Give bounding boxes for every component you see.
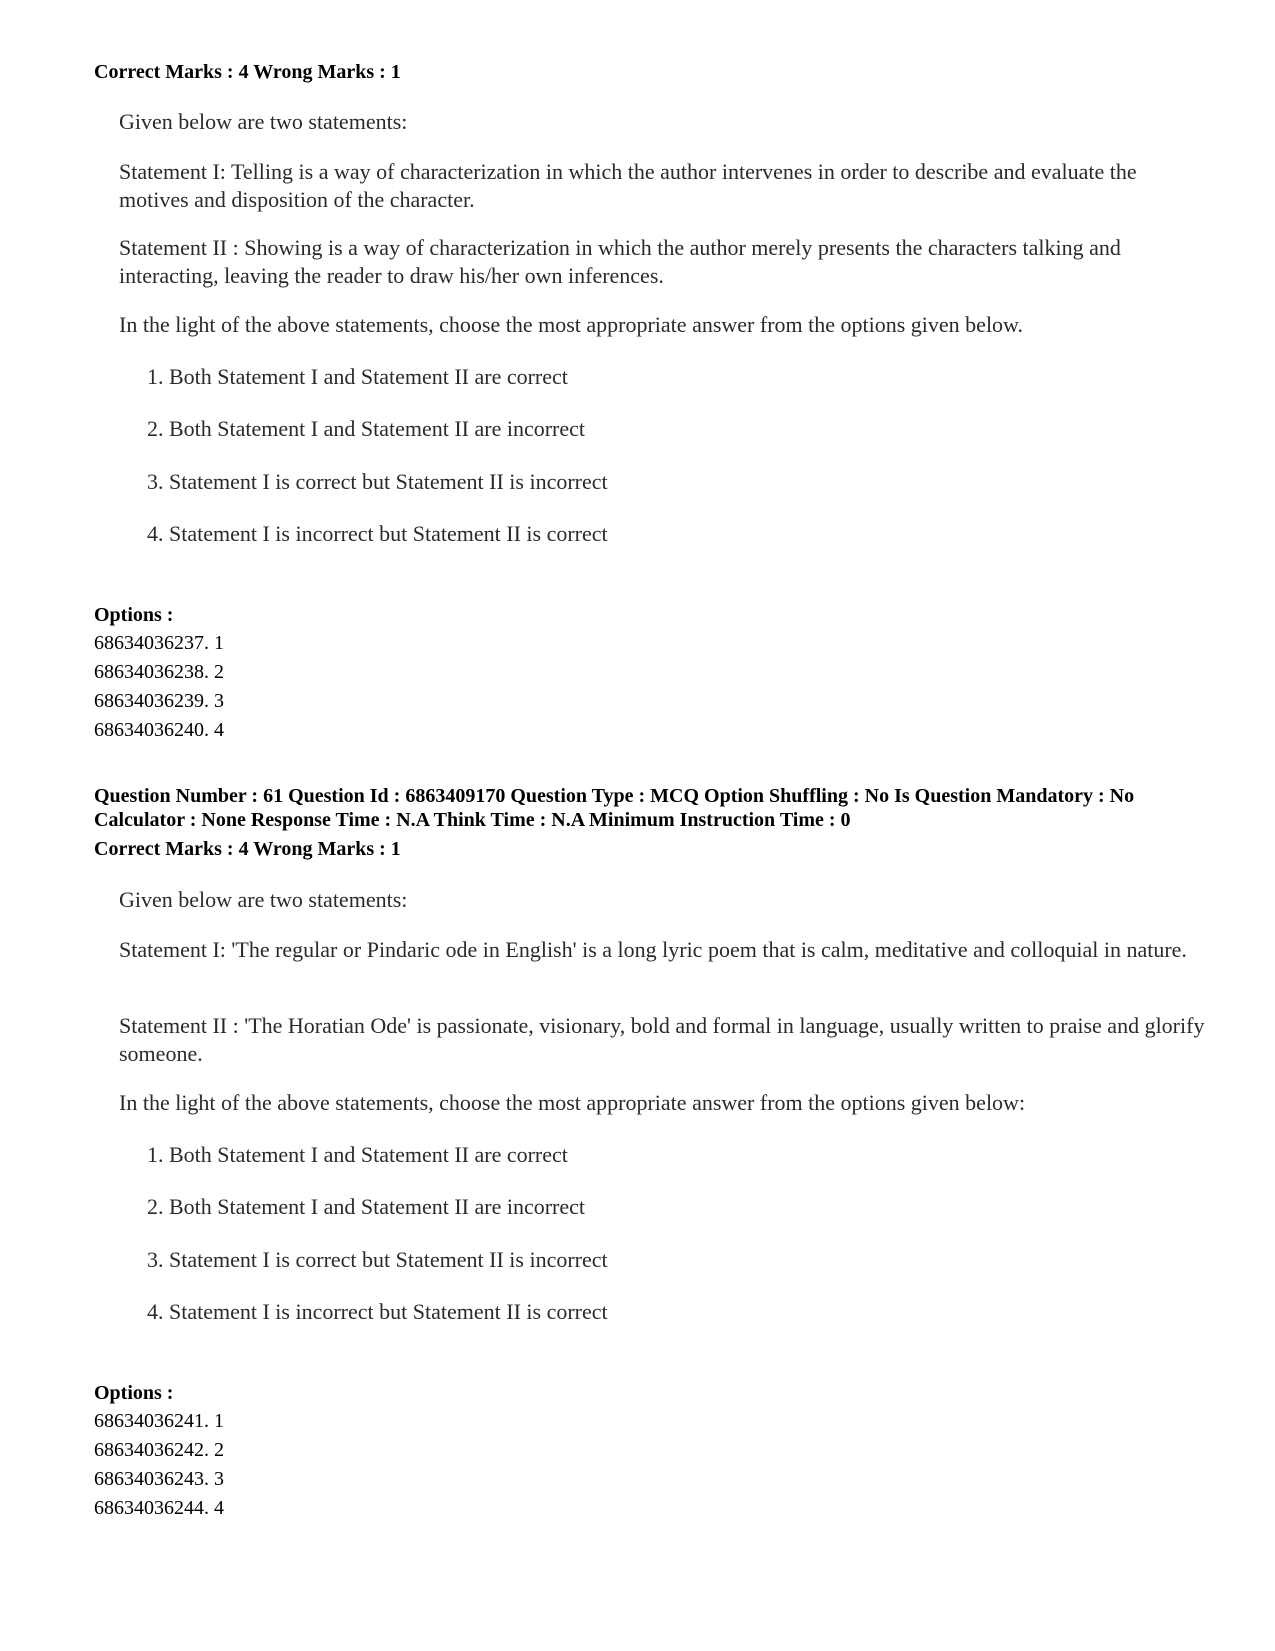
question-meta: Question Number : 61 Question Id : 6863409170 Question Type : MCQ Option Shuffling : No Is Question Mandatory : No Calculator : None Response Time : N.A Think Time : N.A Minimum Instruction Time : 0 [94, 785, 1135, 831]
option-item: 68634036241. 1 [94, 1410, 224, 1432]
statement-1: Statement I: 'The regular or Pindaric ode in English' is a long lyric poem that is calm, meditative and colloquial in nature. [119, 937, 1187, 962]
option-item: 68634036242. 2 [94, 1439, 224, 1461]
question-instruction: In the light of the above statements, choose the most appropriate answer from the options given below. [119, 312, 1024, 337]
option-item: 68634036244. 4 [94, 1497, 224, 1519]
question-body [119, 108, 1209, 558]
options-list [94, 629, 224, 745]
option-item: 68634036243. 3 [94, 1468, 224, 1490]
marks-line: Correct Marks : 4 Wrong Marks : 1 [94, 61, 401, 83]
marks-line: Correct Marks : 4 Wrong Marks : 1 [94, 838, 401, 860]
choice-4: 4. Statement I is incorrect but Statement II is correct [147, 521, 608, 546]
option-item: 68634036237. 1 [94, 632, 224, 654]
choice-3: 3. Statement I is correct but Statement II is incorrect [147, 469, 608, 494]
options-heading: Options : [94, 1382, 174, 1404]
choice-1: 1. Both Statement I and Statement II are correct [147, 1142, 568, 1167]
option-item: 68634036238. 2 [94, 661, 224, 683]
choice-4: 4. Statement I is incorrect but Statement II is correct [147, 1299, 608, 1324]
options-list [94, 1407, 224, 1523]
statement-2: Statement II : Showing is a way of characterization in which the author merely presents the characters talking and interacting, leaving the reader to draw his/her own inferences. [119, 235, 1121, 288]
choice-3: 3. Statement I is correct but Statement II is incorrect [147, 1247, 608, 1272]
statement-1: Statement I: Telling is a way of characterization in which the author intervenes in order to describe and evaluate the motives and disposition of the character. [119, 159, 1137, 212]
question-intro: Given below are two statements: [119, 887, 408, 912]
choice-2: 2. Both Statement I and Statement II are incorrect [147, 1194, 586, 1219]
option-item: 68634036240. 4 [94, 719, 224, 741]
statement-2: Statement II : 'The Horatian Ode' is passionate, visionary, bold and formal in language, usually written to praise and glorify someone. [119, 1013, 1205, 1066]
choice-1: 1. Both Statement I and Statement II are correct [147, 364, 568, 389]
question-instruction: In the light of the above statements, choose the most appropriate answer from the options given below: [119, 1090, 1026, 1115]
question-body [119, 886, 1209, 1336]
options-heading: Options : [94, 604, 174, 626]
choice-2: 2. Both Statement I and Statement II are incorrect [147, 416, 586, 441]
question-intro: Given below are two statements: [119, 109, 408, 134]
option-item: 68634036239. 3 [94, 690, 224, 712]
